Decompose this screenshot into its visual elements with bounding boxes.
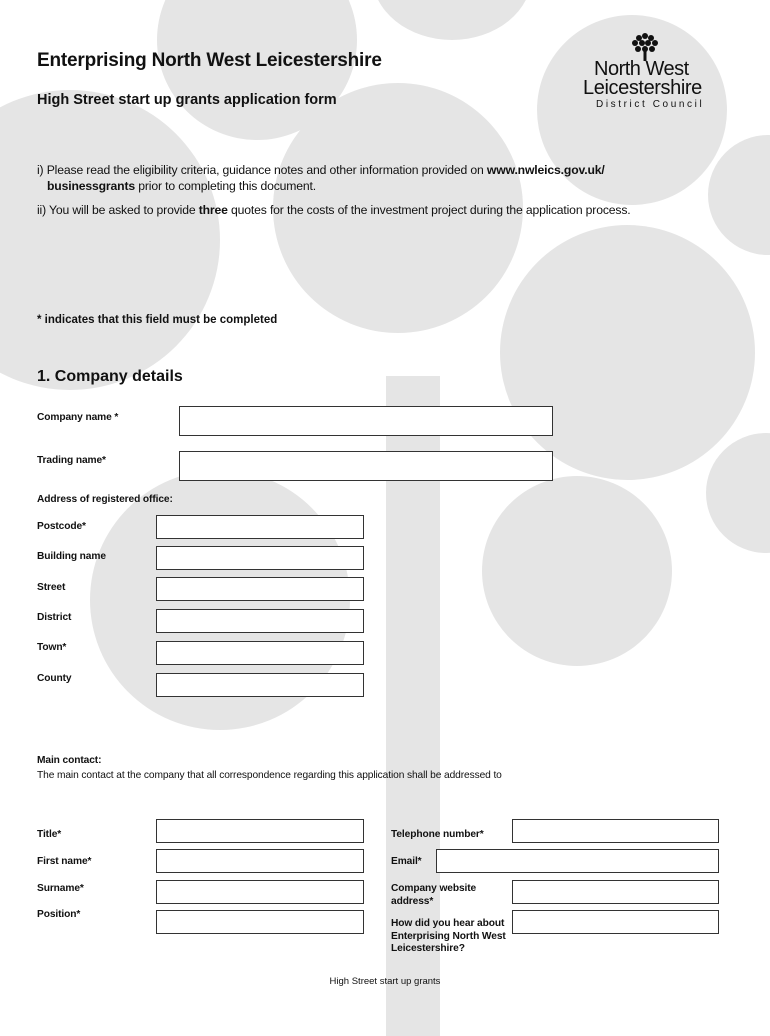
referral-field[interactable] bbox=[512, 910, 719, 934]
telephone-field[interactable] bbox=[512, 819, 719, 843]
email-label: Email* bbox=[391, 856, 422, 867]
address-heading: Address of registered office: bbox=[37, 494, 173, 505]
logo-line-2: Leicestershire bbox=[583, 77, 702, 99]
main-contact-heading: Main contact: bbox=[37, 755, 102, 766]
county-field[interactable] bbox=[156, 673, 364, 697]
background-circle bbox=[500, 225, 755, 480]
first-name-label: First name* bbox=[37, 856, 92, 867]
building-name-label: Building name bbox=[37, 551, 106, 562]
intro-text: i) Please read the eligibility criteria, guidance notes and other information provided on bbox=[37, 163, 487, 177]
district-label: District bbox=[37, 612, 72, 623]
page-subtitle: High Street start up grants application form bbox=[37, 92, 337, 108]
county-label: County bbox=[37, 673, 72, 684]
page-footer: High Street start up grants bbox=[329, 976, 441, 987]
email-field[interactable] bbox=[436, 849, 719, 873]
surname-label: Surname* bbox=[37, 883, 84, 894]
grants-link-continued[interactable]: businessgrants bbox=[47, 179, 135, 193]
emphasis-text: three bbox=[198, 203, 228, 217]
background-circle bbox=[708, 135, 770, 255]
title-label: Title* bbox=[37, 829, 62, 840]
town-label: Town* bbox=[37, 642, 67, 653]
trading-name-label: Trading name* bbox=[37, 455, 106, 466]
main-contact-description: The main contact at the company that all correspondence regarding this application shall be addressed to bbox=[37, 770, 502, 781]
referral-label: How did you hear about Enterprising North West Leicestershire? bbox=[391, 918, 506, 954]
town-field[interactable] bbox=[156, 641, 364, 665]
required-field-note: * indicates that this field must be completed bbox=[37, 314, 278, 326]
website-field[interactable] bbox=[512, 880, 719, 904]
postcode-field[interactable] bbox=[156, 515, 364, 539]
surname-field[interactable] bbox=[156, 880, 364, 904]
street-label: Street bbox=[37, 582, 66, 593]
logo-line-3: District Council bbox=[596, 99, 705, 110]
intro-text: ii) You will be asked to provide bbox=[37, 203, 199, 217]
company-name-field[interactable] bbox=[179, 406, 553, 436]
position-label: Position* bbox=[37, 909, 81, 920]
title-field[interactable] bbox=[156, 819, 364, 843]
background-circle bbox=[706, 433, 770, 553]
background-circle bbox=[482, 476, 672, 666]
telephone-label: Telephone number* bbox=[391, 829, 484, 840]
company-name-label: Company name * bbox=[37, 412, 119, 423]
intro-paragraph-1 bbox=[37, 162, 605, 194]
page-title: Enterprising North West Leicestershire bbox=[37, 50, 382, 71]
logo-line-1: North West bbox=[594, 58, 689, 80]
trading-name-field[interactable] bbox=[179, 451, 553, 481]
district-field[interactable] bbox=[156, 609, 364, 633]
background-circle bbox=[372, 0, 532, 40]
section-heading: 1. Company details bbox=[37, 368, 183, 385]
postcode-label: Postcode* bbox=[37, 521, 86, 532]
intro-paragraph-2 bbox=[37, 202, 631, 218]
grants-link[interactable]: www.nwleics.gov.uk/ bbox=[486, 163, 605, 177]
intro-text: prior to completing this document. bbox=[134, 179, 317, 193]
building-name-field[interactable] bbox=[156, 546, 364, 570]
background-circle bbox=[0, 90, 220, 390]
street-field[interactable] bbox=[156, 577, 364, 601]
position-field[interactable] bbox=[156, 910, 364, 934]
council-logo bbox=[583, 32, 733, 117]
first-name-field[interactable] bbox=[156, 849, 364, 873]
intro-text: quotes for the costs of the investment project during the application process. bbox=[227, 203, 631, 217]
website-label: Company website address* bbox=[391, 883, 477, 907]
